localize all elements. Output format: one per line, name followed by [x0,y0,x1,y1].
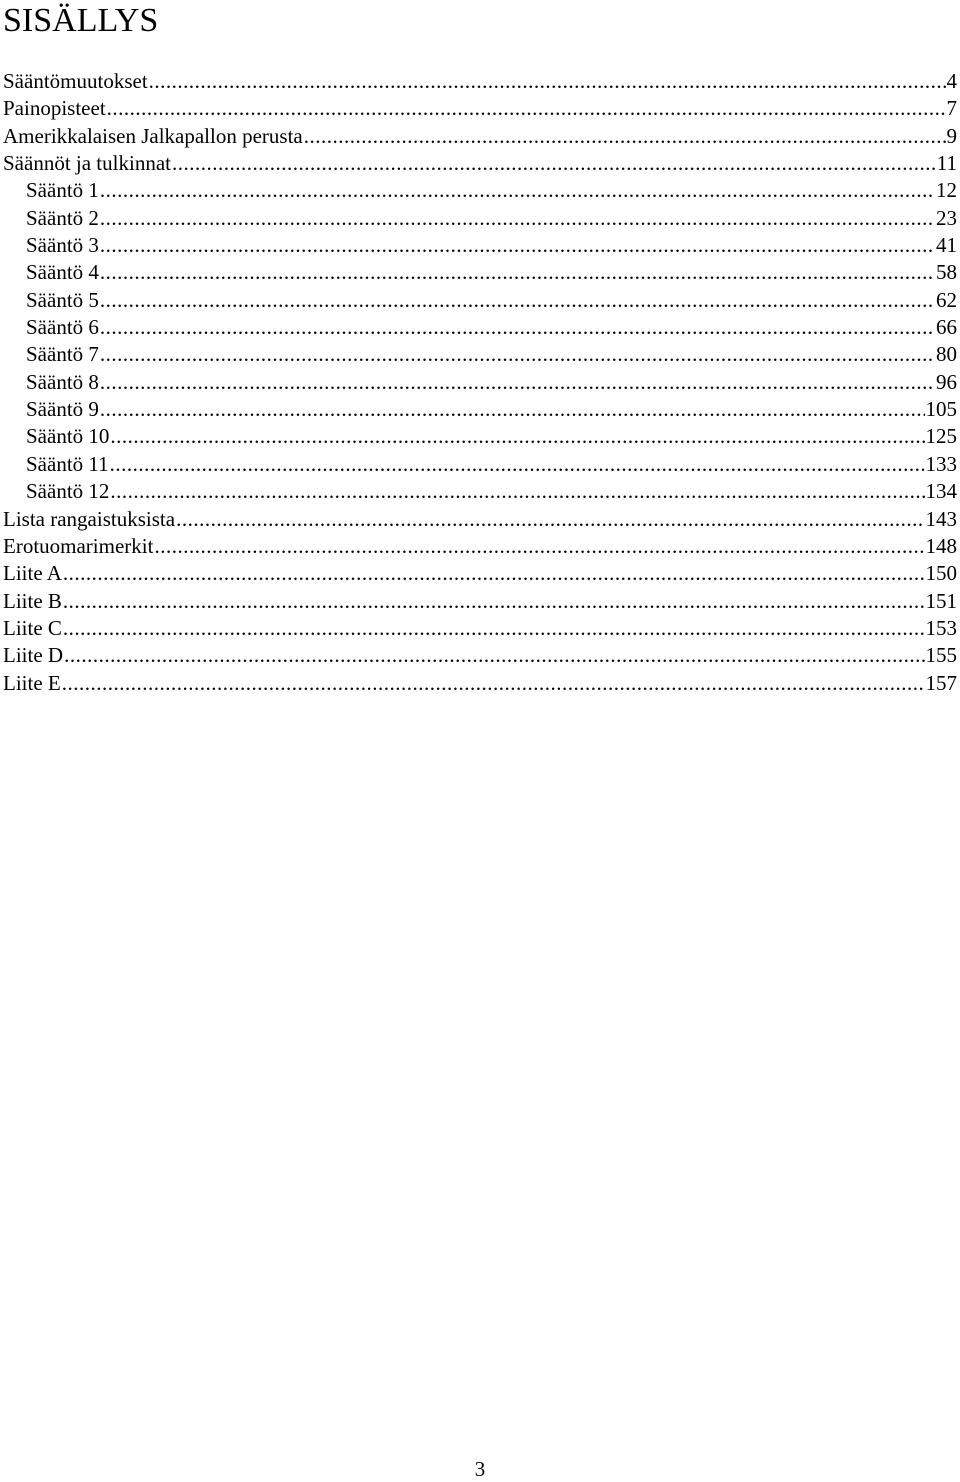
toc-entry-label: Sääntö 2 [26,205,99,230]
toc-leader-dots [100,259,935,286]
toc-entry-label: Sääntö 8 [26,369,99,394]
toc-entry-label: Liite D [3,643,64,668]
toc-subentry[interactable] [3,232,957,259]
toc-subentry[interactable] [3,259,957,286]
toc-entry-page: 66 [936,315,957,340]
toc-entry-label: Liite A [3,561,62,586]
toc-entry-label: Sääntö 10 [26,424,110,449]
toc-entry-label: Sääntö 12 [26,479,110,504]
toc-leader-dots [63,588,925,615]
toc-leader-dots [154,533,924,560]
toc-entry-label: Liite B [3,588,62,613]
toc-entry-label: Sääntö 4 [26,260,99,285]
toc-entry-label: Sääntö 9 [26,397,99,422]
toc-entry-label: Sääntö 6 [26,315,99,340]
toc-entry-page: 41 [936,233,957,258]
toc-entry-page: 9 [946,123,957,148]
toc-entry[interactable] [3,588,957,615]
toc-entry-page: 155 [925,643,957,668]
toc-entry-page: 125 [925,424,957,449]
toc-entry-page: 58 [936,260,957,285]
toc-entry-label: Erotuomarimerkit [3,533,154,558]
toc-entry-label: Amerikkalaisen Jalkapallon perusta [3,123,303,148]
toc-subentry[interactable] [3,287,957,314]
toc-entry-page: 157 [925,670,957,695]
toc-entry[interactable] [3,670,957,697]
toc-leader-dots [100,341,935,368]
toc-entry-page: 23 [936,205,957,230]
toc-leader-dots [100,232,935,259]
toc-leader-dots [100,205,935,232]
toc-entry-page: 7 [946,96,957,121]
toc-subentry[interactable] [3,205,957,232]
toc-entry-page: 12 [936,178,957,203]
toc-entry-label: Sääntö 7 [26,342,99,367]
toc-leader-dots [110,478,924,505]
toc-leader-dots [110,423,924,450]
toc-entry-page: 11 [936,151,957,176]
toc-subentry[interactable] [3,369,957,396]
toc-subentry[interactable] [3,177,957,204]
toc-leader-dots [62,670,925,697]
toc-leader-dots [100,177,935,204]
toc-leader-dots [172,150,936,177]
toc-entry[interactable] [3,615,957,642]
toc-entry-page: 4 [946,69,957,93]
toc-entry-label: Sääntö 1 [26,178,99,203]
toc-entry-label: Sääntö 11 [26,451,109,476]
toc-entry-page: 143 [925,506,957,531]
toc-entry-page: 148 [925,533,957,558]
toc-entry-page: 150 [925,561,957,586]
toc-entry[interactable] [3,123,957,150]
toc-leader-dots [100,287,935,314]
toc-leader-dots [304,123,946,150]
toc-leader-dots [63,560,925,587]
toc-entry-page: 62 [936,287,957,312]
toc-subentry[interactable] [3,341,957,368]
toc-subentry[interactable] [3,396,957,423]
toc-leader-dots [107,95,946,122]
toc-entry-page: 80 [936,342,957,367]
toc-subentry[interactable] [3,451,957,478]
toc-entry[interactable] [3,642,957,669]
toc-entry[interactable] [3,95,957,122]
toc-entry[interactable] [3,533,957,560]
toc-leader-dots [100,396,925,423]
toc-subentry[interactable] [3,478,957,505]
toc-entry[interactable] [3,506,957,533]
toc-leader-dots [100,369,935,396]
toc-leader-dots [149,68,946,95]
toc-entry-label: Sääntö 3 [26,233,99,258]
toc-leader-dots [176,506,924,533]
toc-subentry[interactable] [3,314,957,341]
toc-entry-label: Liite E [3,670,61,695]
page-number: 3 [474,1457,486,1481]
toc-entry-page: 153 [925,615,957,640]
toc-entry-page: 134 [925,479,957,504]
toc-entry-page: 133 [925,451,957,476]
page-title: SISÄLLYS [3,2,159,39]
toc-entry-label: Lista rangaistuksista [3,506,176,531]
toc-entry-label: Säännöt ja tulkinnat [3,151,171,176]
toc-leader-dots [64,642,924,669]
toc-entry-label: Sääntö 5 [26,287,99,312]
toc-entry-label: Painopisteet [3,96,106,121]
toc-subentry[interactable] [3,423,957,450]
toc-entry-page: 96 [936,369,957,394]
toc-entry-label: Sääntömuutokset [3,69,148,93]
toc-entry-page: 105 [925,397,957,422]
toc-entry[interactable] [3,150,957,177]
toc-leader-dots [100,314,935,341]
toc-leader-dots [63,615,925,642]
toc-entry[interactable] [3,68,957,95]
toc-entry-label: Liite C [3,615,62,640]
toc-entry[interactable] [3,560,957,587]
toc-entry-page: 151 [925,588,957,613]
toc-leader-dots [110,451,925,478]
table-of-contents [3,68,957,697]
